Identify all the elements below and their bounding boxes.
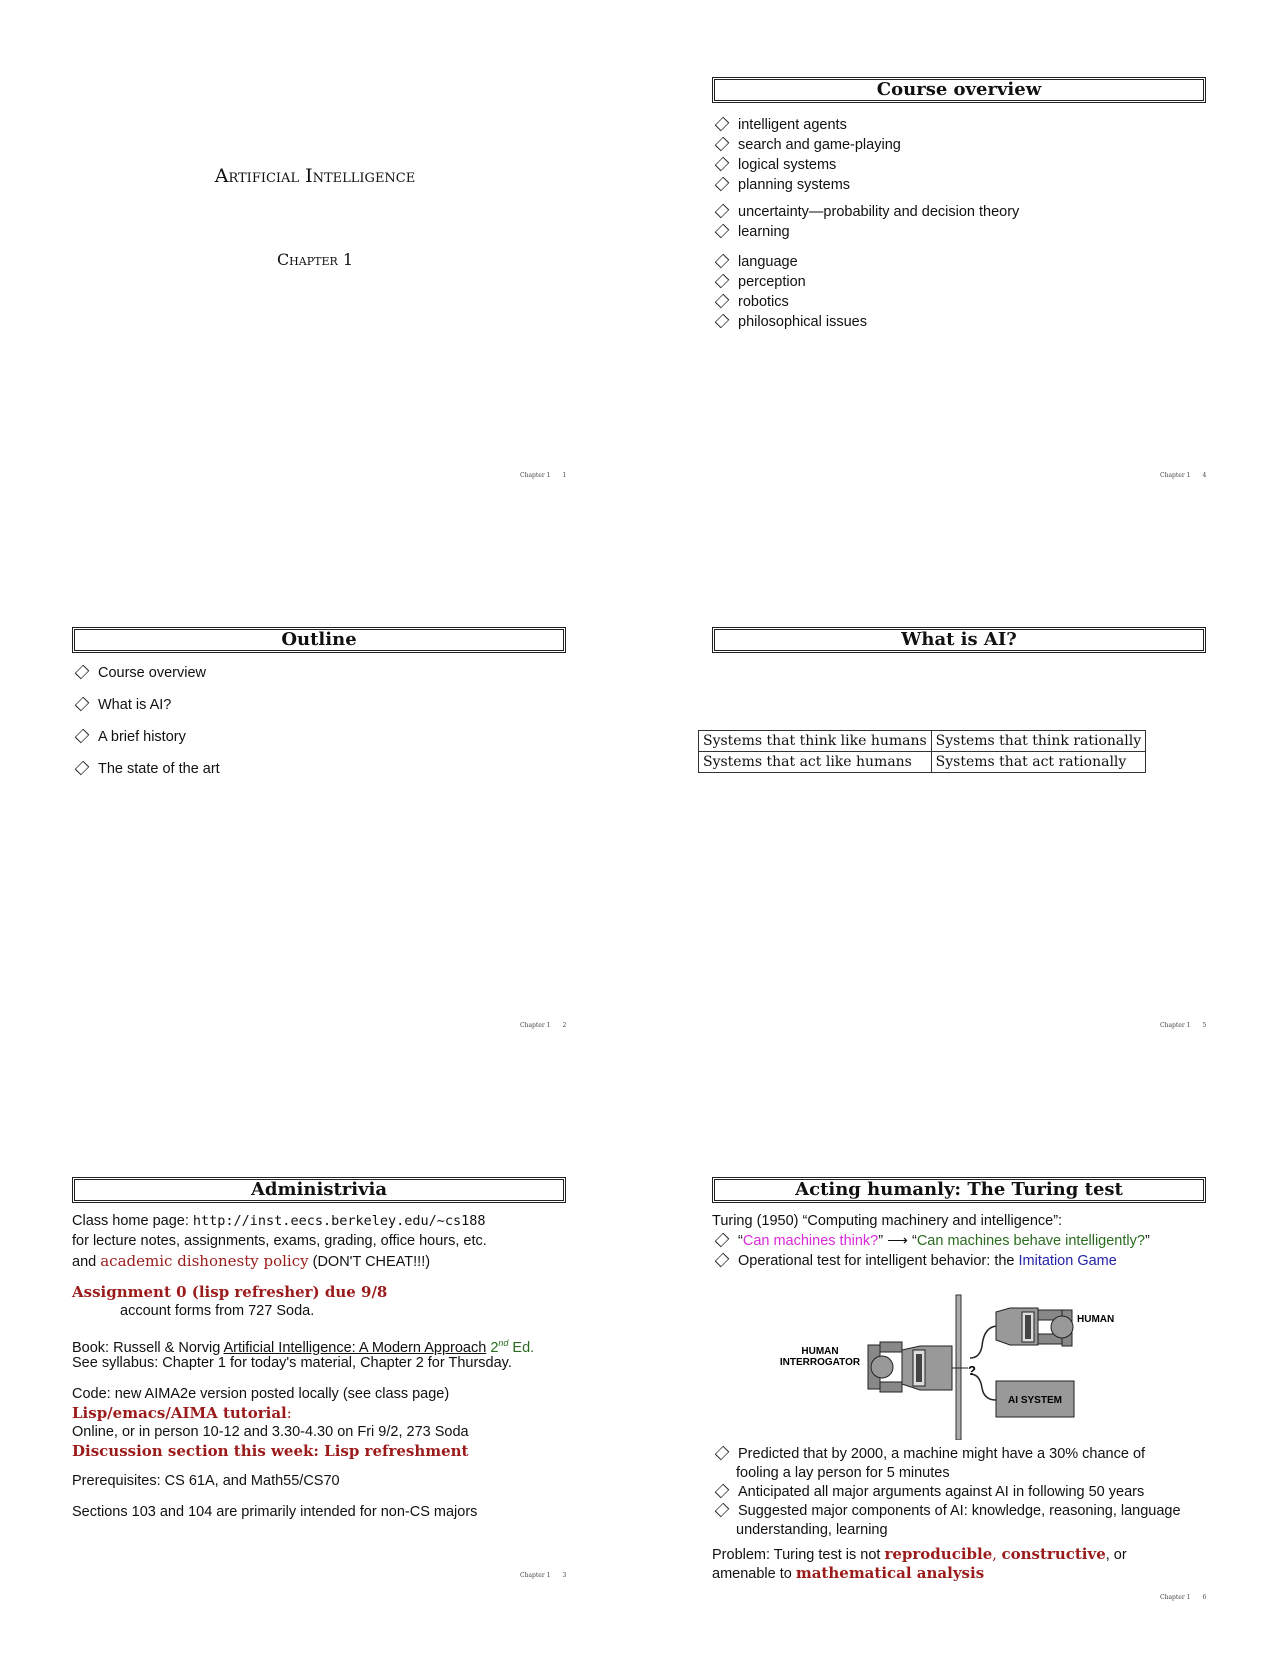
turing-test-diagram [770,1250,1170,1440]
book-line: Book: Russell & Norvig Artificial Intelligence: A Modern Approach 2nd Ed. [72,1338,535,1356]
arguments-line: Anticipated all major arguments against AI in following 50 years [712,1482,1144,1502]
turing-intro: Turing (1950) “Computing machinery and intelligence”: [712,1213,1063,1229]
slide-footer: Chapter 1 5 [1160,1022,1207,1029]
slide-4 [710,55,1230,479]
chapter-label: Chapter 1 [276,250,354,269]
components-line-2: understanding, learning [736,1522,888,1538]
diamond-icon [715,117,730,132]
deck-title: Artificial Intelligence [214,165,416,187]
operational-test-line: Operational test for intelligent behavior: the Imitation Game [712,1251,1117,1271]
slide-6 [710,1155,1230,1601]
slide-5 [703,605,1230,1029]
syllabus-line: See syllabus: Chapter 1 for today's material, Chapter 2 for Thursday. [72,1355,512,1371]
diamond-icon [715,294,730,309]
list-item: logical systems [712,155,901,175]
diamond-icon [715,157,730,172]
prediction-line-2: fooling a lay person for 5 minutes [736,1465,950,1481]
overview-group-2 [712,202,1019,242]
diamond-icon [715,274,730,289]
slide-footer: Chapter 1 6 [1160,1594,1207,1601]
diamond-icon [715,1446,730,1461]
slide-title: Course overview [714,79,1204,101]
home-page-link[interactable]: http://inst.eecs.berkeley.edu/~cs188 [192,1213,486,1229]
overview-group-3 [712,252,867,332]
list-item: robotics [712,292,867,312]
list-item: search and game-playing [712,135,901,155]
table-cell: Systems that think like humans [699,731,932,752]
policy-line: and academic dishonesty policy (DON'T CHEAT!!!) [72,1252,431,1270]
slide-title-box [712,627,1206,653]
diamond-icon [75,697,90,712]
imitation-game-label: Imitation Game [1018,1253,1117,1269]
human-terminal-icon [996,1308,1073,1346]
list-item: philosophical issues [712,312,867,332]
account-forms: account forms from 727 Soda. [120,1303,315,1319]
diamond-icon [75,729,90,744]
home-page-line: Class home page: http://inst.eecs.berkeley.edu/~cs188 [72,1213,486,1229]
interrogator-terminal-icon [868,1342,952,1392]
list-item: perception [712,272,867,292]
diamond-icon [715,1233,730,1248]
prediction-line-1: Predicted that by 2000, a machine might have a 30% chance of [712,1444,1145,1464]
amenable-line: amenable to mathematical analysis [712,1564,985,1582]
slide-title: Outline [74,629,564,651]
prereq-line: Prerequisites: CS 61A, and Math55/CS70 [72,1473,340,1489]
list-item: learning [712,222,1019,242]
table-cell: Systems that act like humans [699,752,932,773]
table-row [699,731,1146,752]
diamond-icon [715,204,730,219]
list-item: Course overview [72,663,220,695]
slide-title-box [72,627,566,653]
table-cell: Systems that act rationally [931,752,1145,773]
code-line: Code: new AIMA2e version posted locally (see class page) [72,1386,450,1402]
list-item: The state of the art [72,759,220,791]
home-page-desc: for lecture notes, assignments, exams, grading, office hours, etc. [72,1233,487,1249]
list-item: planning systems [712,175,901,195]
slide-title: What is AI? [714,629,1204,651]
book-title: Artificial Intelligence: A Modern Approach [223,1339,487,1356]
discussion-heading: Discussion section this week: Lisp refreshment [72,1442,469,1460]
ai-definitions-table [698,730,1146,773]
slide-title-box [712,1177,1206,1203]
slide-3 [70,1155,590,1579]
turing-question-line: “Can machines think?” ⟶ “Can machines behave intelligently?” [712,1231,1150,1251]
tutorial-line: Lisp/emacs/AIMA tutorial: [72,1404,292,1422]
human-label: HUMAN [1077,1314,1115,1325]
diamond-icon [715,177,730,192]
policy-link[interactable]: academic dishonesty policy [100,1252,309,1270]
diamond-icon [715,1503,730,1518]
slide-footer: Chapter 1 2 [520,1022,567,1029]
human-interrogator-label-1: HUMAN [801,1346,839,1357]
slide-2 [70,605,590,1029]
list-item: intelligent agents [712,115,901,135]
list-item: A brief history [72,727,220,759]
list-item: What is AI? [72,695,220,727]
slide-footer: Chapter 1 1 [520,472,567,479]
ai-system-label: AI SYSTEM [1008,1395,1062,1406]
diamond-icon [715,254,730,269]
table-row [699,752,1146,773]
table-cell: Systems that think rationally [931,731,1145,752]
components-line-1: Suggested major components of AI: knowledge, reasoning, language [712,1501,1181,1521]
slide-title-box [72,1177,566,1203]
diamond-icon [715,224,730,239]
human-interrogator-label-2: INTERROGATOR [779,1357,861,1368]
problem-line: Problem: Turing test is not reproducible, constructive, or [712,1545,1127,1563]
diamond-icon [75,665,90,680]
diamond-icon [715,137,730,152]
slide-footer: Chapter 1 3 [520,1572,567,1579]
slide-title: Administrivia [74,1179,564,1201]
list-item: uncertainty—probability and decision theory [712,202,1019,222]
online-line: Online, or in person 10-12 and 3.30-4.30 on Fri 9/2, 273 Soda [72,1424,469,1440]
tutorial-heading: Lisp/emacs/AIMA tutorial [72,1404,287,1422]
slide-title: Acting humanly: The Turing test [714,1179,1204,1201]
assignment-heading: Assignment 0 (lisp refresher) due 9/8 [72,1283,388,1301]
outline-list [72,663,220,791]
slide-1 [70,55,590,479]
overview-group-1 [712,115,901,195]
slide-title-box [712,77,1206,103]
sections-line: Sections 103 and 104 are primarily intended for non-CS majors [72,1504,478,1520]
diamond-icon [715,314,730,329]
list-item: language [712,252,867,272]
question-mark: ? [968,1363,976,1378]
diamond-icon [75,761,90,776]
slide-footer: Chapter 1 4 [1160,472,1207,479]
diamond-icon [715,1253,730,1268]
diamond-icon [715,1484,730,1499]
